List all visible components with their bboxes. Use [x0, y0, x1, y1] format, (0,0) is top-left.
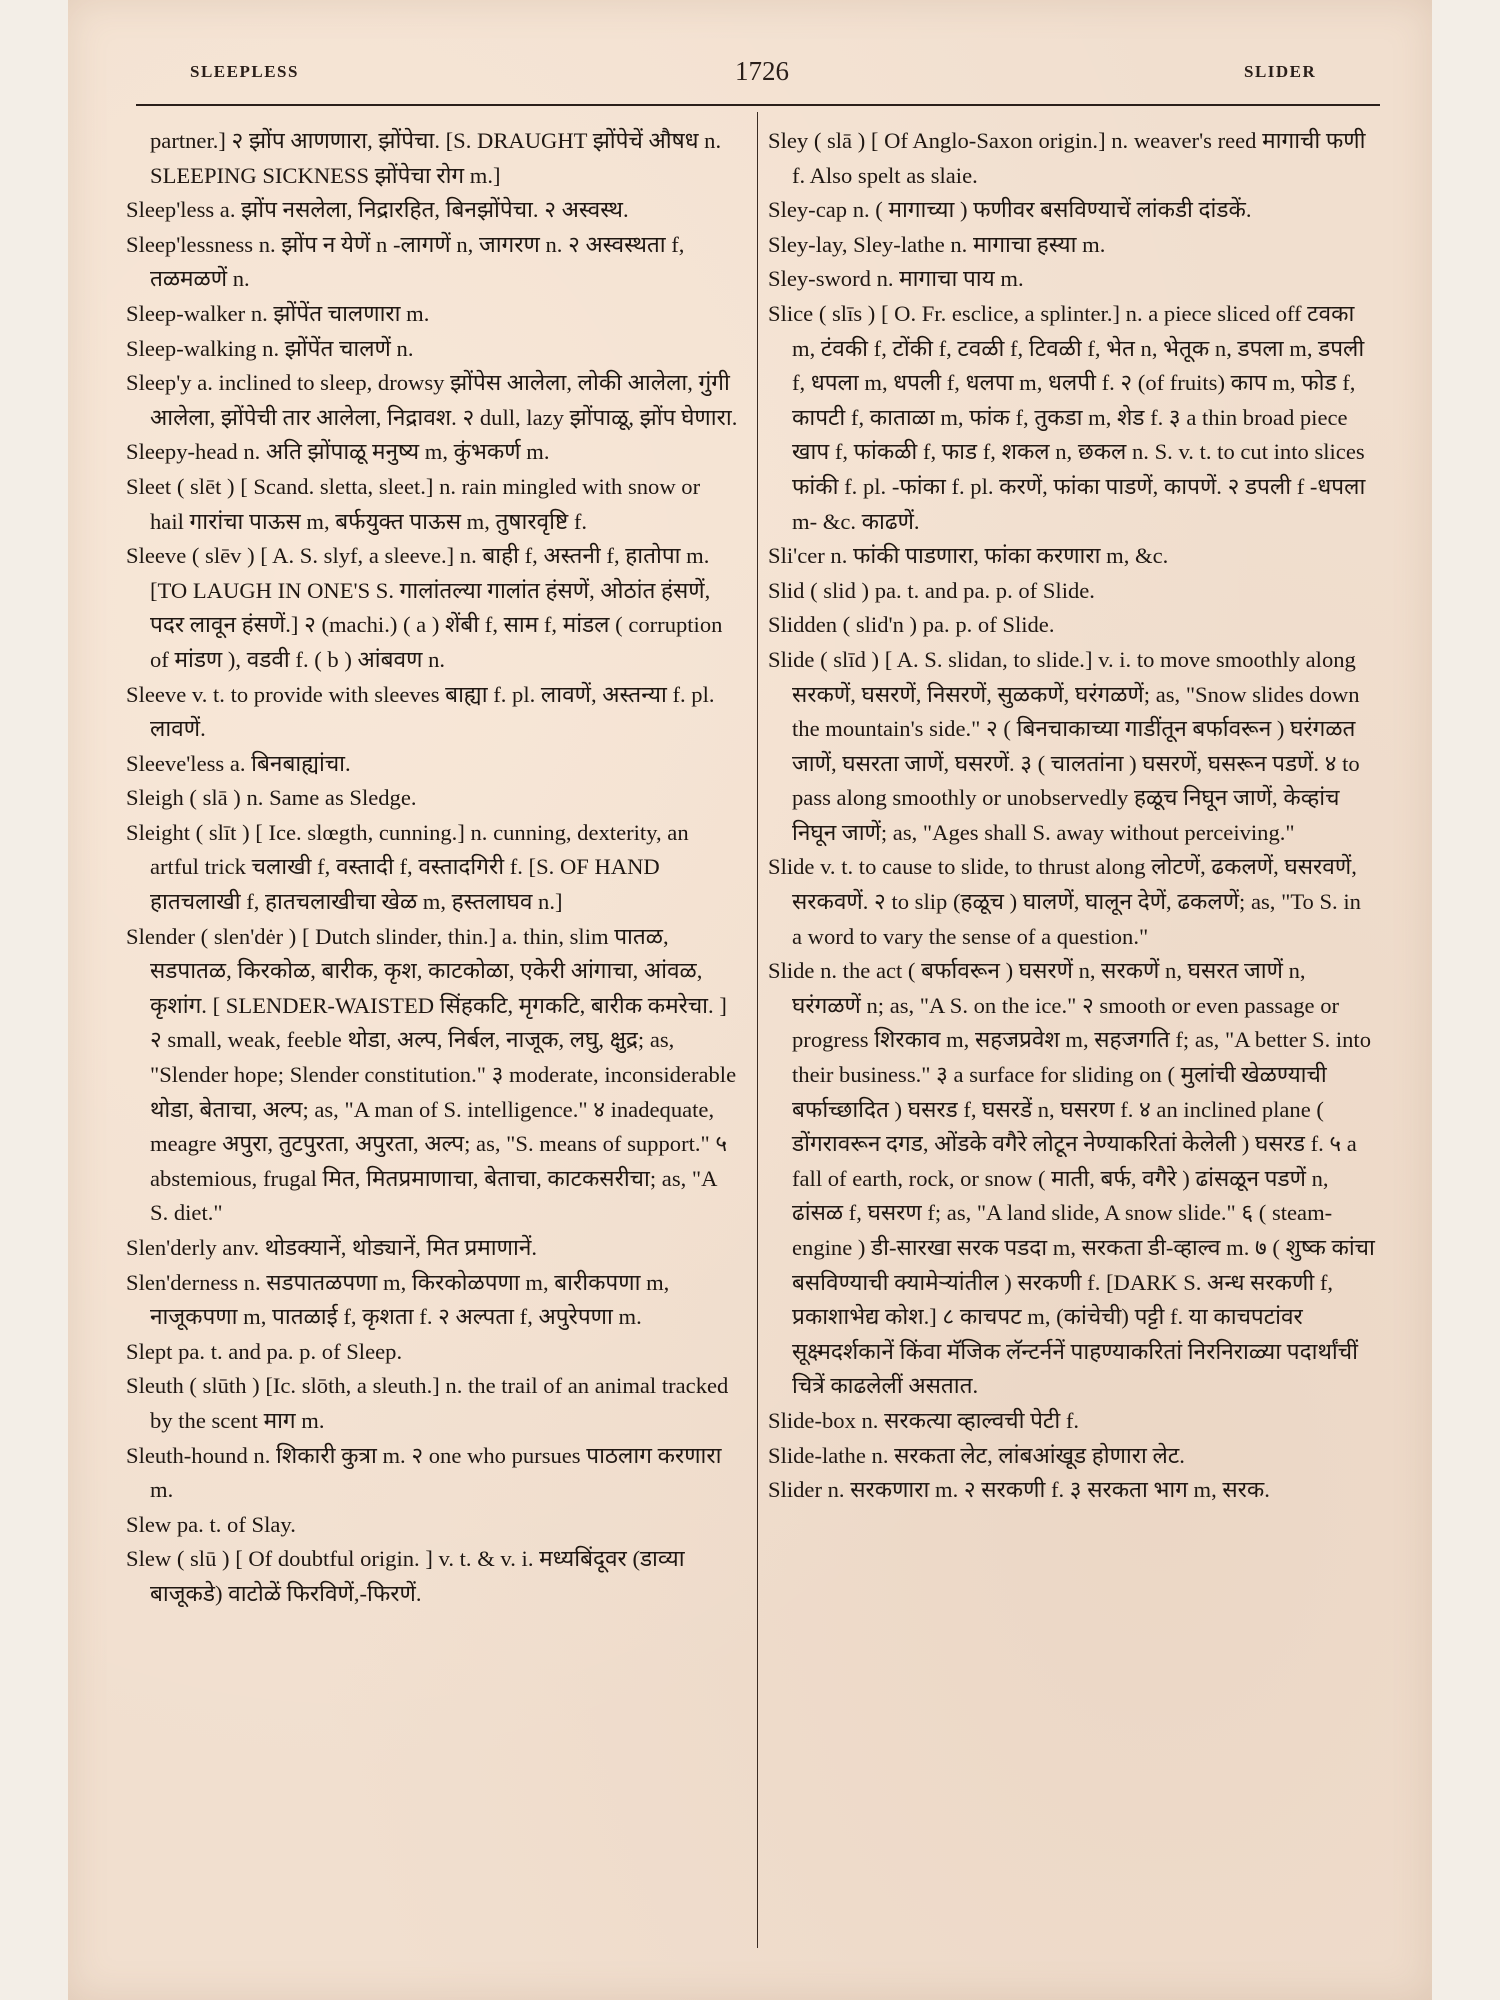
dictionary-entry: Sleeve ( slēv ) [ A. S. slyf, a sleeve.] n. बाही f, अस्तनी f, हातोपा m. [TO LAUGH IN ONE'S S. गालांतल्या गालांत हंसणें, ओठांत हंसणें, पदर लावून हंसणें.] २ (machi.) ( a ) शेंबी f, साम f, मांडल ( corruption of मांडण ), वडवी f. ( b ) आंबवण n.	[126, 543, 723, 672]
dictionary-entry: Slid ( slid ) pa. t. and pa. p. of Slide.	[768, 577, 1095, 603]
dictionary-entry: Slide n. the act ( बर्फावरून ) घसरणें n, सरकणें n, घसरत जाणें n, घरंगळणें n; as, "A S. on the ice." २ smooth or even passage or progress शिरकाव m, सहजप्रवेश m, सहजगति f; as, "A better S. into their business." ३ a surface for sliding on ( मुलांची खेळण्याची बर्फाच्छादित ) घसरड f, घसरडें n, घसरण f. ४ an inclined plane ( डोंगरावरून दगड, ओंडके वगैरे लोटून नेण्याकरितां केलेली ) घसरड f. ५ a fall of earth, rock, or snow ( माती, बर्फ, वगैरे ) ढांसळून पडणें n, ढांसळ f, घसरण f; as, "A land slide, A snow slide." ६ ( steam-engine ) डी-सारखा सरक पडदा m, सरकता डी-व्हाल्व m. ७ ( शुष्क कांचा बसविण्याची क्यामेऱ्यांतील ) सरकणी f. [DARK S. अन्ध सरकणी f, प्रकाशाभेद्य कोश.] ८ काचपट m, (कांचेची) पट्टी f. या काचपटांवर सूक्ष्मदर्शकानें किंवा मॅजिक लॅन्टर्ननें पाहण्याकरितां निरनिराळ्या पदार्थांचीं चित्रें काढलेलीं असतात.	[768, 958, 1375, 1399]
dictionary-entry: Slide-lathe n. सरकता लेट, लांबआंखूड होणारा लेट.	[768, 1442, 1185, 1468]
dictionary-entry: Sleight ( slīt ) [ Ice. slœgth, cunning.] n. cunning, dexterity, an artful trick चलाखी f, वस्तादी f, वस्तादगिरी f. [S. OF HAND हातचलाखी f, हातचलाखीचा खेळ m, हस्तलाघव n.]	[126, 819, 689, 915]
dictionary-entry: Sleep-walking n. झोंपेंत चालणें n.	[126, 335, 414, 361]
column-divider	[757, 112, 758, 1948]
dictionary-entry: Sleeve v. t. to provide with sleeves बाह्या f. pl. लावणें, अस्तन्या f. pl. लावणें.	[126, 681, 715, 742]
dictionary-entry: Slept pa. t. and pa. p. of Sleep.	[126, 1338, 403, 1364]
dictionary-entry: Slide v. t. to cause to slide, to thrust along लोटणें, ढकलणें, घसरवणें, सरकवणें. २ to slip (हळूच ) घालणें, घालून देणें, ढकलणें; as, "To S. in a word to vary the sense of a question."	[768, 854, 1361, 949]
dictionary-entry: Slen'derly anv. थोडक्यानें, थोड्यानें, मित प्रमाणानें.	[126, 1235, 538, 1260]
dictionary-entry: Sleep'less a. झोंप नसलेला, निद्रारहित, बिनझोंपेचा. २ अस्वस्थ.	[126, 197, 629, 223]
dictionary-entry: Sley-lay, Sley-lathe n. मागाचा हस्या m.	[768, 231, 1106, 257]
right-guideword: SLIDER	[1244, 62, 1317, 81]
dictionary-entry: Slew ( slū ) [ Of doubtful origin. ] v. t. & v. i. मध्यबिंदूवर (डाव्या बाजूकडे) वाटोळें फिरविणें,-फिरणें.	[126, 1546, 685, 1606]
header-rule	[136, 104, 1380, 106]
dictionary-entry: Slidden ( slid'n ) pa. p. of Slide.	[768, 612, 1055, 638]
dictionary-entry: Sleigh ( slā ) n. Same as Sledge.	[126, 785, 417, 811]
dictionary-entry: Slender ( slen'dėr ) [ Dutch slinder, thin.] a. thin, slim पातळ, सडपातळ, किरकोळ, बारीक, कृश, काटकोळा, एकेरी आंगाचा, आंवळ, कृशांग. [ SLENDER-WAISTED सिंहकटि, मृगकटि, बारीक कमरेचा. ] २ small, weak, feeble थोडा, अल्प, निर्बल, नाजूक, लघु, क्षुद्र; as, "Slender hope; Slender constitution." ३ moderate, inconsiderable थोडा, बेताचा, अल्प; as, "A man of S. intelligence." ४ inadequate, meagre अपुरा, तुटपुरता, अपुरता, अल्प; as, "S. means of support." ५ abstemious, frugal मित, मितप्रमाणाचा, बेताचा, काटकसरीचा; as, "A S. diet."	[126, 923, 737, 1226]
dictionary-entry: Sley ( slā ) [ Of Anglo-Saxon origin.] n. weaver's reed मागाची फणी f. Also spelt as slaie.	[768, 128, 1366, 188]
dictionary-entry: Sleep-walker n. झोंपेंत चालणारा m.	[126, 300, 430, 326]
dictionary-entry: Slide ( slīd ) [ A. S. slidan, to slide.] v. i. to move smoothly along सरकणें, घसरणें, निसरणें, सुळकणें, घरंगळणें; as, "Snow slides down the mountain's side." २ ( बिनचाकाच्या गाडींतून बर्फावरून ) घरंगळत जाणें, घसरता जाणें, घसरणें. ३ ( चालतांना ) घसरणें, घसरून पडणें. ४ to pass along smoothly or unobservedly हळूच निघून जाणें, केव्हांच निघून जाणें; as, "Ages shall S. away without perceiving."	[768, 646, 1360, 845]
dictionary-entry: Sley-sword n. मागाचा पाय m.	[768, 266, 1024, 292]
dictionary-entry: Sley-cap n. ( मागाच्या ) फणीवर बसविण्याचें लांकडी दांडकें.	[768, 197, 1252, 223]
dictionary-entry: partner.] २ झोंप आणणारा, झोंपेचा. [S. DRAUGHT झोंपेचें औषध n. SLEEPING SICKNESS झोंपेचा रोग m.]	[150, 128, 722, 188]
page-number: 1726	[735, 56, 789, 86]
dictionary-entry: Sleepy-head n. अति झोंपाळू मनुष्य m, कुंभकर्ण m.	[126, 439, 550, 465]
dictionary-entry: Sleeve'less a. बिनबाह्यांचा.	[126, 750, 351, 776]
dictionary-entry: Slider n. सरकणारा m. २ सरकणी f. ३ सरकता भाग m, सरक.	[768, 1477, 1270, 1503]
dictionary-entry: Slew pa. t. of Slay.	[126, 1511, 296, 1537]
dictionary-entry: Sli'cer n. फांकी पाडणारा, फांका करणारा m, &c.	[768, 543, 1169, 569]
dictionary-entry: Slide-box n. सरकत्या व्हाल्वची पेटी f.	[768, 1407, 1079, 1433]
dictionary-entry: Sleuth-hound n. शिकारी कुत्रा m. २ one who pursues पाठलाग करणारा m.	[126, 1442, 722, 1503]
right-column	[768, 124, 1376, 1508]
left-guideword: SLEEPLESS	[190, 62, 299, 81]
dictionary-entry: Slice ( slīs ) [ O. Fr. esclice, a splinter.] n. a piece sliced off टवका m, टंवकी f, टोंकी f, टवळी f, टिवळी f, भेत n, भेतूक n, डपला m, डपली f, धपला m, धपली f, धलपा m, धलपी f. २ (of fruits) काप m, फोड f, कापटी f, काताळा m, फांक f, तुकडा m, शेड f. ३ a thin broad piece खाप f, फांकळी f, फाड f, शकल n, छकल n. S. v. t. to cut into slices फांकी f. pl. -फांका f. pl. करणें, फांका पाडणें, कापणें. २ डपली f -धपला m- &c. काढणें.	[768, 300, 1366, 534]
left-column	[126, 124, 738, 1612]
dictionary-entry: Sleep'lessness n. झोंप न येणें n -लागणें n, जागरण n. २ अस्वस्थता f, तळमळणें n.	[126, 231, 685, 292]
dictionary-entry: Sleet ( slēt ) [ Scand. sletta, sleet.] n. rain mingled with snow or hail गारांचा पाऊस m, बर्फयुक्त पाऊस m, तुषारवृष्टि f.	[126, 473, 701, 534]
dictionary-entry: Sleuth ( slūth ) [Ic. slōth, a sleuth.] n. the trail of an animal tracked by the scent माग m.	[126, 1373, 729, 1433]
dictionary-entry: Sleep'y a. inclined to sleep, drowsy झोंपेस आलेला, लोकी आलेला, गुंगी आलेला, झोंपेची तार आलेला, निद्रावश. २ dull, lazy झोंपाळू, झोंप घेणारा.	[126, 370, 738, 430]
dictionary-entry: Slen'derness n. सडपातळपणा m, किरकोळपणा m, बारीकपणा m, नाजूकपणा m, पातळाई f, कृशता f. २ अल्पता f, अपुरेपणा m.	[126, 1269, 670, 1330]
